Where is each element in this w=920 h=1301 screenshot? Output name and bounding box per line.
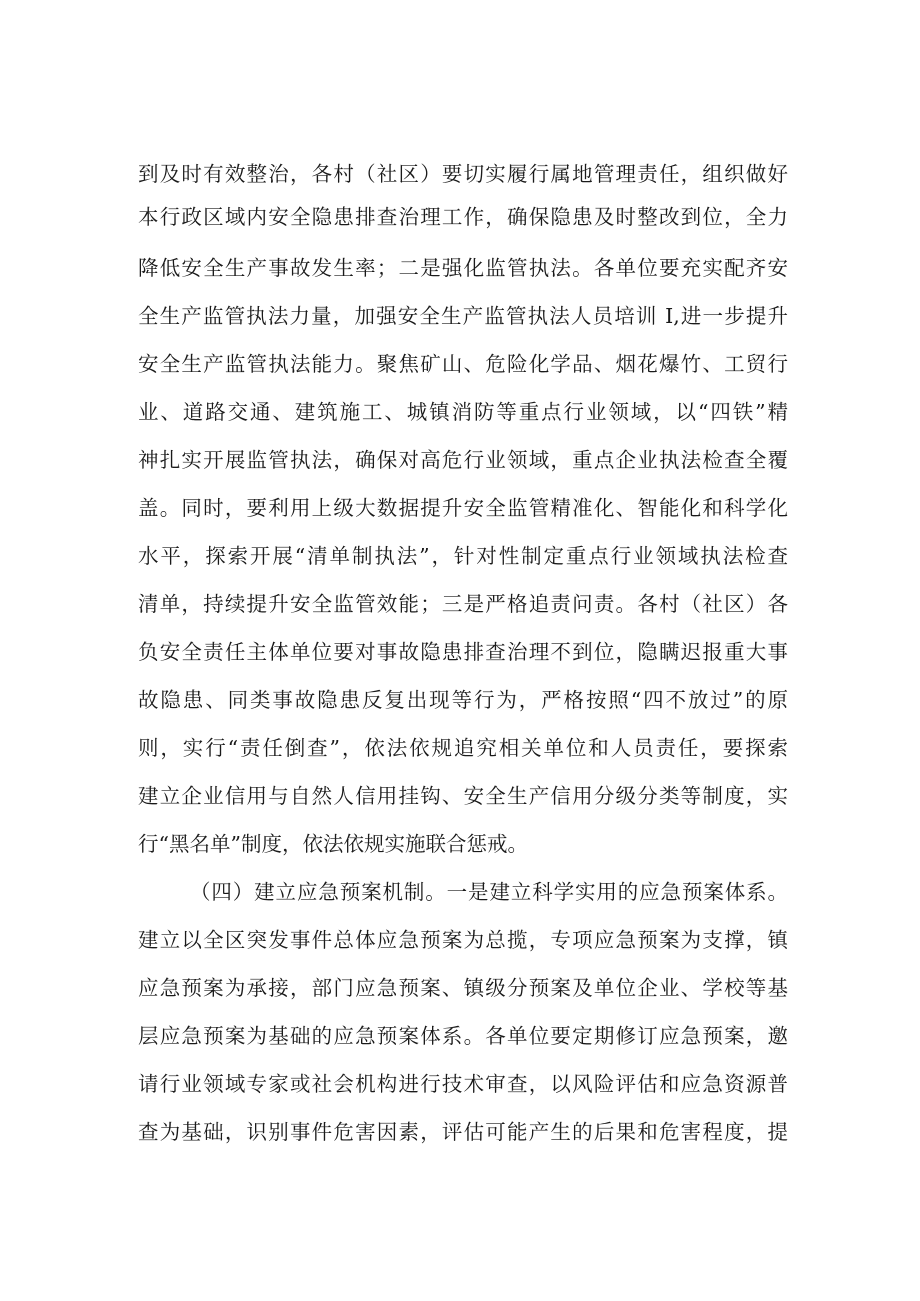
text-line: 清单，持续提升安全监管效能；三是严格追责问责。各村（社区）各 [138,592,788,616]
text-line: 行“黑名单”制度，依法依规实施联合惩戒。 [138,832,528,856]
text-line: 到及时有效整治，各村（社区）要切实履行属地管理责任，组织做好 [138,162,788,186]
text-line: 建立企业信用与自然人信用挂钩、安全生产信用分级分类等制度，实 [138,784,788,808]
text-line: 全生产监管执法力量，加强安全生产监管执法人员培训 I,进一步提升 [138,304,788,328]
text-line: 请行业领域专家或社会机构进行技术审查，以风险评估和应急资源普 [138,1072,788,1096]
text-line: 查为基础，识别事件危害因素，评估可能产生的后果和危害程度，提 [138,1120,788,1144]
text-line: 负安全责任主体单位要对事故隐患排查治理不到位，隐瞒迟报重大事 [138,640,788,664]
text-line: 本行政区域内安全隐患排查治理工作，确保隐患及时整改到位，全力 [138,205,788,229]
text-line: （四）建立应急预案机制。一是建立科学实用的应急预案体系。 [190,880,788,904]
text-line: 故隐患、同类事故隐患反复出现等行为，严格按照“四不放过”的原 [138,688,788,712]
text-line: 业、道路交通、建筑施工、城镇消防等重点行业领域，以“四铁”精 [138,400,788,424]
text-line: 水平，探索开展“清单制执法”，针对性制定重点行业领域执法检查 [138,544,788,568]
text-line: 层应急预案为基础的应急预案体系。各单位要定期修订应急预案，邀 [138,1024,788,1048]
text-line: 神扎实开展监管执法，确保对高危行业领域，重点企业执法检查全覆 [138,448,788,472]
text-line: 应急预案为承接，部门应急预案、镇级分预案及单位企业、学校等基 [138,976,788,1000]
text-line: 降低安全生产事故发生率；二是强化监管执法。各单位要充实配齐安 [138,256,788,280]
text-line: 建立以全区突发事件总体应急预案为总揽，专项应急预案为支撑，镇 [138,928,788,952]
text-line: 安全生产监管执法能力。聚焦矿山、危险化学品、烟花爆竹、工贸行 [138,352,788,376]
text-line: 盖。同时，要利用上级大数据提升安全监管精准化、智能化和科学化 [138,496,788,520]
text-line: 则，实行“责任倒查”，依法依规追究相关单位和人员责任，要探索 [138,736,788,760]
